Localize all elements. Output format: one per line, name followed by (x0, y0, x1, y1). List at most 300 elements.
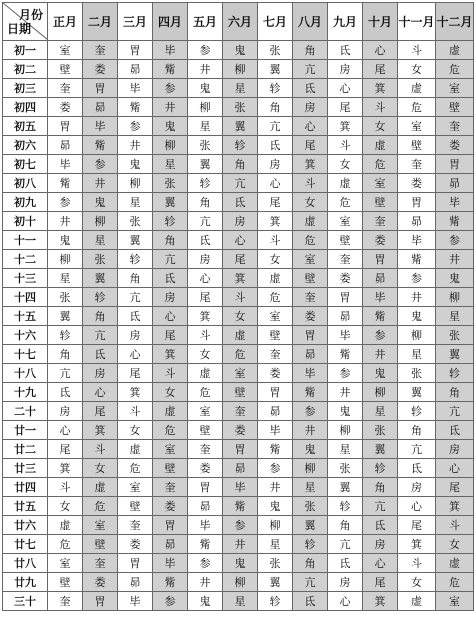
mansion-cell: 星 (363, 402, 398, 421)
mansion-cell: 井 (223, 535, 258, 554)
mansion-cell: 觜 (48, 174, 83, 193)
mansion-cell: 室 (118, 478, 153, 497)
mansion-cell: 尾 (436, 478, 474, 497)
day-label: 初四 (3, 98, 48, 117)
day-label: 廿二 (3, 440, 48, 459)
mansion-cell: 女 (223, 307, 258, 326)
mansion-cell: 觜 (328, 345, 363, 364)
mansion-cell: 张 (153, 174, 188, 193)
mansion-cell: 井 (363, 345, 398, 364)
mansion-cell: 房 (293, 98, 328, 117)
mansion-cell: 心 (118, 345, 153, 364)
mansion-cell: 危 (436, 60, 474, 79)
day-label: 廿三 (3, 459, 48, 478)
mansion-cell: 女 (363, 117, 398, 136)
table-row (3, 383, 474, 402)
mansion-cell: 翼 (258, 60, 293, 79)
mansion-cell: 毕 (153, 41, 188, 60)
mansion-cell: 壁 (363, 193, 398, 212)
mansion-cell: 鬼 (363, 364, 398, 383)
mansion-cell: 鬼 (48, 231, 83, 250)
mansion-cell: 壁 (48, 573, 83, 592)
mansion-cell: 胃 (223, 440, 258, 459)
mansion-cell: 翼 (436, 345, 474, 364)
mansion-cell: 井 (436, 250, 474, 269)
mansion-cell: 娄 (398, 174, 436, 193)
mansion-cell: 房 (118, 326, 153, 345)
mansion-cell: 室 (436, 79, 474, 98)
mansion-cell: 箕 (328, 117, 363, 136)
mansion-cell: 室 (363, 174, 398, 193)
mansion-cell: 毕 (223, 478, 258, 497)
mansion-cell: 娄 (223, 421, 258, 440)
mansion-cell: 昴 (83, 98, 118, 117)
mansion-cell: 翼 (153, 193, 188, 212)
mansion-cell: 心 (398, 497, 436, 516)
mansion-cell: 角 (363, 478, 398, 497)
mansion-cell: 毕 (153, 554, 188, 573)
mansion-cell: 氐 (258, 136, 293, 155)
mansion-cell: 箕 (83, 421, 118, 440)
table-row (3, 193, 474, 212)
mansion-cell: 危 (223, 345, 258, 364)
mansion-cell: 星 (223, 79, 258, 98)
mansion-cell: 觜 (436, 212, 474, 231)
mansion-cell: 翼 (188, 155, 223, 174)
table-row (3, 478, 474, 497)
mansion-cell: 斗 (328, 136, 363, 155)
day-label: 初一 (3, 41, 48, 60)
day-label: 十一 (3, 231, 48, 250)
mansion-cell: 张 (328, 459, 363, 478)
mansion-cell: 箕 (436, 497, 474, 516)
mansion-cell: 轸 (293, 535, 328, 554)
table-row (3, 307, 474, 326)
mansion-cell: 氐 (83, 345, 118, 364)
table-row (3, 231, 474, 250)
mansion-cell: 氐 (118, 307, 153, 326)
mansion-cell: 毕 (363, 288, 398, 307)
mansion-cell: 心 (363, 41, 398, 60)
table-row (3, 41, 474, 60)
table-row (3, 345, 474, 364)
mansion-cell: 尾 (363, 60, 398, 79)
mansion-cell: 氐 (48, 383, 83, 402)
table-row (3, 136, 474, 155)
mansion-cell: 娄 (188, 459, 223, 478)
mansion-cell: 觜 (153, 60, 188, 79)
mansion-cell: 角 (118, 269, 153, 288)
mansion-cell: 星 (153, 155, 188, 174)
mansion-cell: 氐 (153, 269, 188, 288)
mansion-cell: 参 (188, 41, 223, 60)
mansion-cell: 亢 (293, 573, 328, 592)
mansion-cell: 尾 (83, 402, 118, 421)
mansion-cell: 昴 (118, 573, 153, 592)
mansion-cell: 奎 (398, 155, 436, 174)
mansion-cell: 壁 (293, 269, 328, 288)
mansion-cell: 角 (223, 155, 258, 174)
mansion-cell: 张 (48, 288, 83, 307)
mansion-cell: 翼 (258, 573, 293, 592)
month-header: 十月 (363, 3, 398, 41)
mansion-cell: 柳 (436, 288, 474, 307)
mansion-cell: 奎 (83, 41, 118, 60)
mansion-cell: 柳 (258, 516, 293, 535)
mansion-cell: 女 (293, 193, 328, 212)
mansion-cell: 胃 (258, 383, 293, 402)
mansion-cell: 井 (83, 174, 118, 193)
mansion-cell: 角 (293, 554, 328, 573)
mansion-cell: 心 (328, 79, 363, 98)
lunar-mansion-table (2, 2, 474, 611)
mansion-cell: 箕 (48, 459, 83, 478)
mansion-cell: 尾 (223, 250, 258, 269)
mansion-cell: 毕 (328, 326, 363, 345)
mansion-cell: 参 (153, 79, 188, 98)
mansion-cell: 室 (436, 592, 474, 611)
mansion-cell: 毕 (293, 364, 328, 383)
mansion-cell: 张 (118, 212, 153, 231)
mansion-cell: 氐 (223, 193, 258, 212)
mansion-cell: 娄 (118, 535, 153, 554)
mansion-cell: 张 (398, 364, 436, 383)
mansion-cell: 昴 (223, 459, 258, 478)
mansion-cell: 房 (436, 440, 474, 459)
mansion-cell: 参 (83, 155, 118, 174)
mansion-cell: 亢 (398, 440, 436, 459)
mansion-cell: 娄 (328, 269, 363, 288)
mansion-cell: 毕 (118, 592, 153, 611)
mansion-cell: 鬼 (188, 592, 223, 611)
mansion-cell: 室 (293, 250, 328, 269)
mansion-cell: 室 (48, 41, 83, 60)
mansion-cell: 亢 (328, 535, 363, 554)
header-row (3, 3, 474, 41)
mansion-cell: 胃 (48, 117, 83, 136)
mansion-cell: 危 (328, 193, 363, 212)
mansion-cell: 斗 (258, 231, 293, 250)
mansion-cell: 昴 (153, 535, 188, 554)
mansion-cell: 鬼 (223, 554, 258, 573)
mansion-cell: 柳 (223, 573, 258, 592)
table-row (3, 554, 474, 573)
mansion-cell: 角 (398, 421, 436, 440)
mansion-cell: 胃 (398, 193, 436, 212)
mansion-cell: 女 (436, 535, 474, 554)
mansion-cell: 鬼 (258, 497, 293, 516)
mansion-cell: 箕 (223, 269, 258, 288)
mansion-cell: 奎 (436, 117, 474, 136)
mansion-cell: 箕 (118, 383, 153, 402)
mansion-cell: 参 (188, 554, 223, 573)
mansion-cell: 轸 (83, 288, 118, 307)
mansion-cell: 虚 (363, 136, 398, 155)
mansion-cell: 虚 (398, 592, 436, 611)
mansion-cell: 壁 (48, 60, 83, 79)
mansion-cell: 星 (293, 478, 328, 497)
mansion-cell: 井 (293, 421, 328, 440)
mansion-cell: 亢 (258, 117, 293, 136)
mansion-cell: 虚 (153, 402, 188, 421)
mansion-cell: 井 (118, 136, 153, 155)
mansion-cell: 心 (188, 269, 223, 288)
mansion-cell: 翼 (118, 231, 153, 250)
mansion-cell: 胃 (153, 516, 188, 535)
day-label: 初二 (3, 60, 48, 79)
mansion-cell: 女 (188, 345, 223, 364)
mansion-cell: 翼 (398, 383, 436, 402)
mansion-cell: 心 (83, 383, 118, 402)
mansion-cell: 房 (363, 535, 398, 554)
mansion-cell: 斗 (83, 440, 118, 459)
mansion-cell: 尾 (363, 573, 398, 592)
mansion-cell: 星 (223, 592, 258, 611)
day-label: 初三 (3, 79, 48, 98)
mansion-cell: 张 (293, 497, 328, 516)
mansion-cell: 星 (328, 440, 363, 459)
mansion-cell: 昴 (398, 212, 436, 231)
day-label: 十九 (3, 383, 48, 402)
mansion-cell: 柳 (328, 421, 363, 440)
mansion-cell: 娄 (293, 307, 328, 326)
table-row (3, 79, 474, 98)
mansion-cell: 觜 (398, 250, 436, 269)
mansion-cell: 翼 (223, 117, 258, 136)
mansion-cell: 尾 (328, 98, 363, 117)
mansion-cell: 翼 (293, 516, 328, 535)
table-row (3, 535, 474, 554)
mansion-cell: 室 (48, 554, 83, 573)
mansion-cell: 尾 (398, 516, 436, 535)
month-header: 五月 (188, 3, 223, 41)
mansion-cell: 女 (83, 459, 118, 478)
mansion-cell: 女 (258, 250, 293, 269)
mansion-cell: 危 (48, 535, 83, 554)
mansion-cell: 奎 (153, 478, 188, 497)
mansion-cell: 觜 (83, 136, 118, 155)
mansion-cell: 壁 (153, 459, 188, 478)
mansion-cell: 房 (48, 402, 83, 421)
mansion-cell: 虚 (436, 41, 474, 60)
mansion-cell: 鬼 (328, 402, 363, 421)
mansion-cell: 氐 (293, 592, 328, 611)
mansion-cell: 氐 (436, 421, 474, 440)
mansion-cell: 毕 (118, 79, 153, 98)
mansion-cell: 昴 (328, 307, 363, 326)
table-row (3, 250, 474, 269)
mansion-cell: 井 (398, 288, 436, 307)
mansion-cell: 鬼 (398, 307, 436, 326)
mansion-cell: 参 (293, 402, 328, 421)
mansion-cell: 危 (153, 421, 188, 440)
mansion-cell: 氐 (398, 459, 436, 478)
mansion-cell: 井 (258, 478, 293, 497)
mansion-cell: 参 (363, 326, 398, 345)
day-label: 初五 (3, 117, 48, 136)
day-label: 十五 (3, 307, 48, 326)
mansion-cell: 星 (436, 307, 474, 326)
corner-cell (3, 3, 48, 41)
mansion-cell: 斗 (188, 326, 223, 345)
mansion-cell: 斗 (153, 364, 188, 383)
mansion-cell: 轸 (153, 212, 188, 231)
mansion-cell: 鬼 (188, 79, 223, 98)
mansion-cell: 昴 (118, 60, 153, 79)
mansion-cell: 张 (188, 136, 223, 155)
day-label: 廿四 (3, 478, 48, 497)
mansion-cell: 觜 (223, 497, 258, 516)
mansion-cell: 觜 (258, 440, 293, 459)
mansion-cell: 斗 (48, 478, 83, 497)
mansion-cell: 娄 (363, 231, 398, 250)
mansion-cell: 氐 (328, 554, 363, 573)
mansion-cell: 危 (83, 497, 118, 516)
mansion-cell: 昴 (293, 345, 328, 364)
mansion-cell: 角 (48, 345, 83, 364)
table-row (3, 573, 474, 592)
mansion-cell: 尾 (293, 136, 328, 155)
mansion-cell: 房 (83, 364, 118, 383)
mansion-cell: 井 (188, 573, 223, 592)
mansion-cell: 箕 (258, 212, 293, 231)
month-header: 九月 (328, 3, 363, 41)
mansion-cell: 壁 (436, 98, 474, 117)
mansion-cell: 参 (436, 231, 474, 250)
mansion-cell: 虚 (258, 269, 293, 288)
mansion-cell: 斗 (398, 41, 436, 60)
table-row (3, 326, 474, 345)
table-row (3, 592, 474, 611)
mansion-cell: 虚 (188, 364, 223, 383)
mansion-cell: 翼 (48, 307, 83, 326)
mansion-cell: 危 (363, 155, 398, 174)
day-label: 十二 (3, 250, 48, 269)
mansion-cell: 轸 (188, 174, 223, 193)
mansion-cell: 轸 (436, 364, 474, 383)
mansion-cell: 参 (153, 592, 188, 611)
mansion-cell: 井 (328, 383, 363, 402)
mansion-cell: 柳 (188, 98, 223, 117)
mansion-cell: 胃 (118, 41, 153, 60)
mansion-cell: 鬼 (293, 440, 328, 459)
day-label: 廿五 (3, 497, 48, 516)
month-header: 七月 (258, 3, 293, 41)
mansion-cell: 尾 (188, 288, 223, 307)
mansion-cell: 柳 (153, 136, 188, 155)
mansion-cell: 壁 (398, 136, 436, 155)
mansion-cell: 斗 (436, 516, 474, 535)
mansion-cell: 女 (118, 421, 153, 440)
mansion-cell: 虚 (293, 212, 328, 231)
mansion-cell: 尾 (153, 326, 188, 345)
mansion-cell: 张 (436, 326, 474, 345)
day-label: 二十 (3, 402, 48, 421)
mansion-cell: 昴 (363, 269, 398, 288)
mansion-cell: 危 (398, 98, 436, 117)
month-header: 二月 (83, 3, 118, 41)
mansion-cell: 毕 (398, 231, 436, 250)
mansion-cell: 奎 (83, 554, 118, 573)
mansion-cell: 虚 (328, 174, 363, 193)
mansion-cell: 轸 (398, 402, 436, 421)
mansion-cell: 女 (328, 155, 363, 174)
mansion-cell: 胃 (293, 326, 328, 345)
mansion-cell: 女 (48, 497, 83, 516)
mansion-cell: 井 (153, 98, 188, 117)
mansion-cell: 毕 (188, 516, 223, 535)
mansion-cell: 奎 (293, 288, 328, 307)
table-row (3, 60, 474, 79)
month-header: 八月 (293, 3, 328, 41)
table-row (3, 497, 474, 516)
mansion-cell: 亢 (293, 60, 328, 79)
mansion-cell: 心 (436, 459, 474, 478)
day-label: 初六 (3, 136, 48, 155)
table-row (3, 212, 474, 231)
mansion-cell: 娄 (153, 497, 188, 516)
mansion-cell: 箕 (363, 79, 398, 98)
mansion-cell: 房 (328, 60, 363, 79)
mansion-cell: 室 (258, 307, 293, 326)
mansion-cell: 翼 (328, 478, 363, 497)
mansion-cell: 奎 (48, 79, 83, 98)
mansion-cell: 心 (293, 117, 328, 136)
day-label: 廿八 (3, 554, 48, 573)
mansion-cell: 星 (258, 535, 293, 554)
mansion-cell: 壁 (83, 535, 118, 554)
mansion-cell: 张 (363, 421, 398, 440)
mansion-cell: 亢 (83, 326, 118, 345)
mansion-cell: 奎 (328, 250, 363, 269)
mansion-cell: 奎 (223, 402, 258, 421)
corner-date-label: 日期 (7, 22, 32, 36)
mansion-cell: 觜 (153, 573, 188, 592)
mansion-cell: 柳 (363, 383, 398, 402)
mansion-cell: 氐 (293, 79, 328, 98)
mansion-cell: 张 (83, 250, 118, 269)
mansion-cell: 娄 (83, 60, 118, 79)
mansion-cell: 室 (188, 402, 223, 421)
mansion-cell: 女 (398, 60, 436, 79)
month-header: 四月 (153, 3, 188, 41)
mansion-cell: 轸 (118, 250, 153, 269)
mansion-cell: 亢 (223, 174, 258, 193)
mansion-cell: 危 (258, 288, 293, 307)
mansion-cell: 氐 (188, 231, 223, 250)
mansion-cell: 奎 (118, 516, 153, 535)
table-row (3, 288, 474, 307)
mansion-cell: 毕 (48, 155, 83, 174)
day-label: 廿一 (3, 421, 48, 440)
mansion-cell: 壁 (188, 421, 223, 440)
mansion-cell: 星 (83, 231, 118, 250)
mansion-cell: 壁 (118, 497, 153, 516)
mansion-cell: 张 (223, 98, 258, 117)
mansion-cell: 尾 (258, 193, 293, 212)
mansion-cell: 虚 (436, 554, 474, 573)
month-header: 三月 (118, 3, 153, 41)
mansion-cell: 觜 (118, 98, 153, 117)
mansion-cell: 鬼 (118, 155, 153, 174)
mansion-cell: 鬼 (83, 193, 118, 212)
mansion-cell: 室 (153, 440, 188, 459)
mansion-cell: 奎 (363, 212, 398, 231)
day-label: 初八 (3, 174, 48, 193)
mansion-cell: 奎 (188, 440, 223, 459)
mansion-cell: 虚 (223, 326, 258, 345)
mansion-cell: 壁 (328, 231, 363, 250)
